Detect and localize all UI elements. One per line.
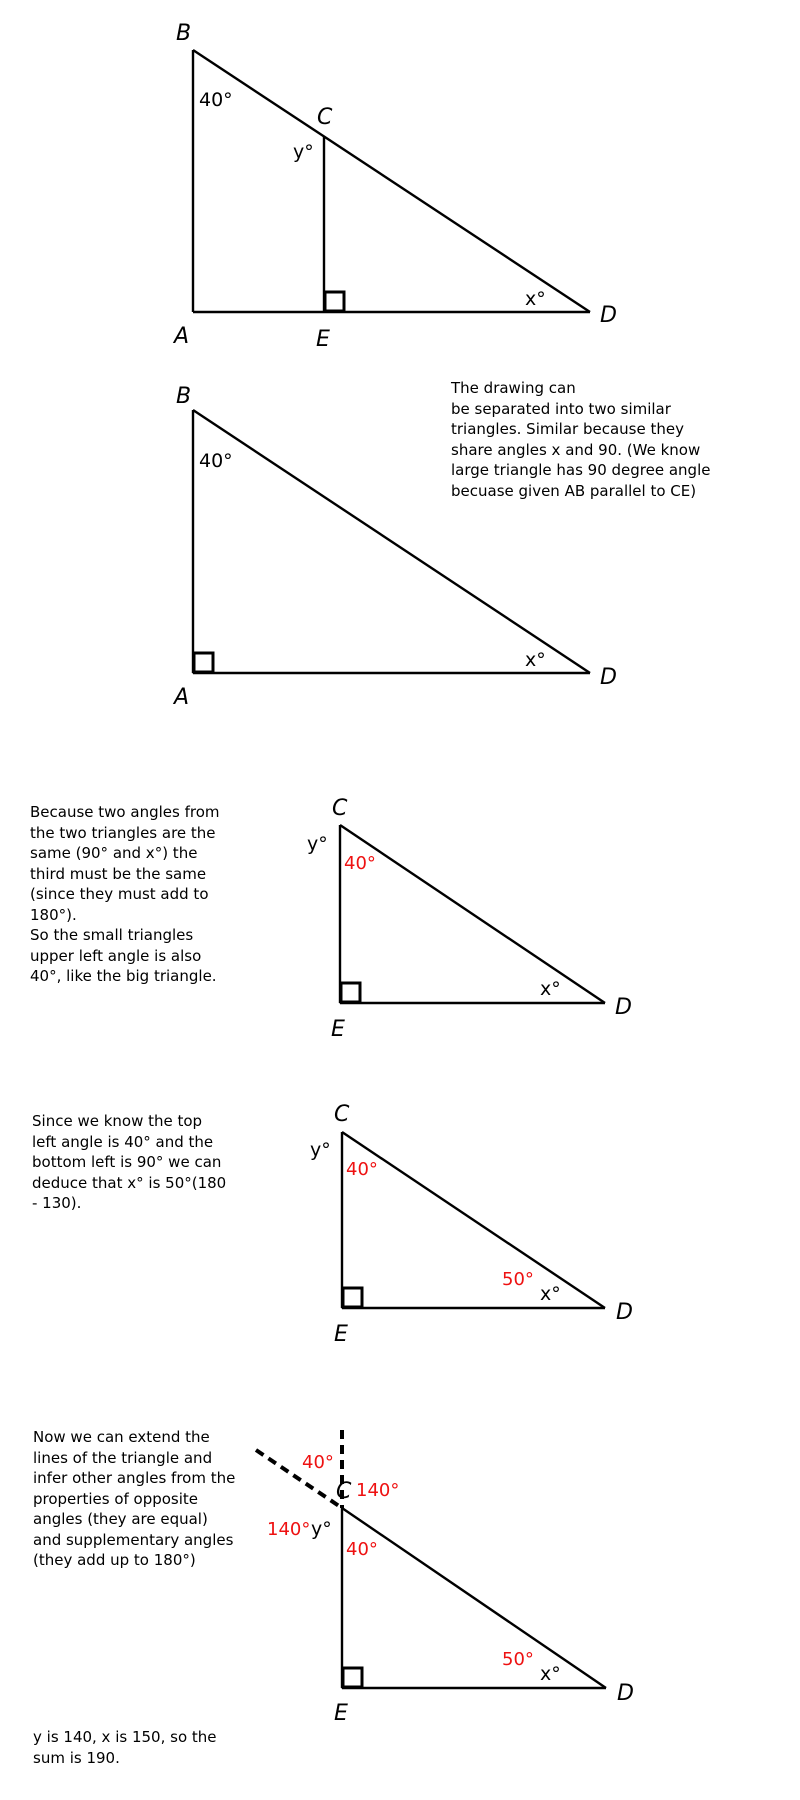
angle-x-label: x° xyxy=(540,978,561,1000)
angle-x-label: x° xyxy=(540,1283,561,1305)
angle-c-40-label: 40° xyxy=(344,853,376,874)
label-d: D xyxy=(600,665,617,690)
angle-x-label: x° xyxy=(540,1663,561,1685)
angle-y-label: y° xyxy=(307,833,328,855)
label-a: A xyxy=(174,685,190,710)
angle-d-50-label: 50° xyxy=(502,1269,534,1290)
segment-bd xyxy=(193,50,590,312)
angle-left-140-label: 140° xyxy=(267,1519,311,1540)
label-d: D xyxy=(616,1300,633,1325)
angle-c-40-label: 40° xyxy=(346,1539,378,1560)
label-b: B xyxy=(176,21,192,46)
label-d: D xyxy=(600,303,617,328)
angle-y-label: y° xyxy=(310,1139,331,1161)
angle-x-label: x° xyxy=(525,288,546,310)
label-b: B xyxy=(176,384,192,409)
segment-cd xyxy=(342,1508,606,1688)
label-e: E xyxy=(334,1322,348,1347)
angle-y-label: y° xyxy=(293,141,314,163)
label-e: E xyxy=(334,1701,348,1726)
note-solve-x: Since we know the top left angle is 40° and the bottom left is 90° we can deduce that x° is 50°(180 - 130). xyxy=(32,1112,227,1212)
angle-c-40-label: 40° xyxy=(346,1159,378,1180)
label-c: C xyxy=(332,796,348,821)
right-angle-marker xyxy=(343,1668,362,1687)
note-similar-triangles: The drawing can be separated into two similar triangles. Similar because they share angles x and 90. (We know large triangle has 90 degree angle becuase given AB parallel to CE) xyxy=(451,379,711,500)
figure-extended-lines xyxy=(256,1430,634,1726)
label-a: A xyxy=(174,324,190,349)
right-angle-marker xyxy=(341,983,360,1002)
label-e: E xyxy=(316,327,330,352)
angle-right-140-label: 140° xyxy=(356,1480,400,1501)
right-angle-marker xyxy=(343,1288,362,1307)
right-angle-marker xyxy=(194,653,213,672)
angle-b-label: 40° xyxy=(199,89,233,111)
angle-top-40-label: 40° xyxy=(302,1452,334,1473)
label-e: E xyxy=(331,1017,345,1042)
label-c: C xyxy=(334,1102,350,1127)
note-extend-lines: Now we can extend the lines of the triangle and infer other angles from the properties of opposite angles (they are equal) and supplementary angles (they add up to 180°) xyxy=(33,1428,236,1569)
angle-x-label: x° xyxy=(525,649,546,671)
angle-b-label: 40° xyxy=(199,450,233,472)
angle-y-label: y° xyxy=(311,1518,332,1540)
segment-cd xyxy=(342,1132,605,1308)
note-answer: y is 140, x is 150, so the sum is 190. xyxy=(33,1728,217,1767)
figure-small-triangle-solved xyxy=(310,1102,633,1347)
angle-d-50-label: 50° xyxy=(502,1649,534,1670)
figure-original xyxy=(172,21,617,352)
label-d: D xyxy=(615,995,632,1020)
segment-cd xyxy=(340,825,605,1003)
right-angle-marker xyxy=(325,292,344,311)
note-third-angle: Because two angles from the two triangles are the same (90° and x°) the third must be the same (since they must add to 180°). So the small triangles upper left angle is also 40°, like the big triangle. xyxy=(30,803,220,985)
label-c: C xyxy=(317,105,333,130)
figure-small-triangle xyxy=(307,796,632,1042)
label-d: D xyxy=(617,1681,634,1706)
label-c: C xyxy=(336,1479,352,1504)
